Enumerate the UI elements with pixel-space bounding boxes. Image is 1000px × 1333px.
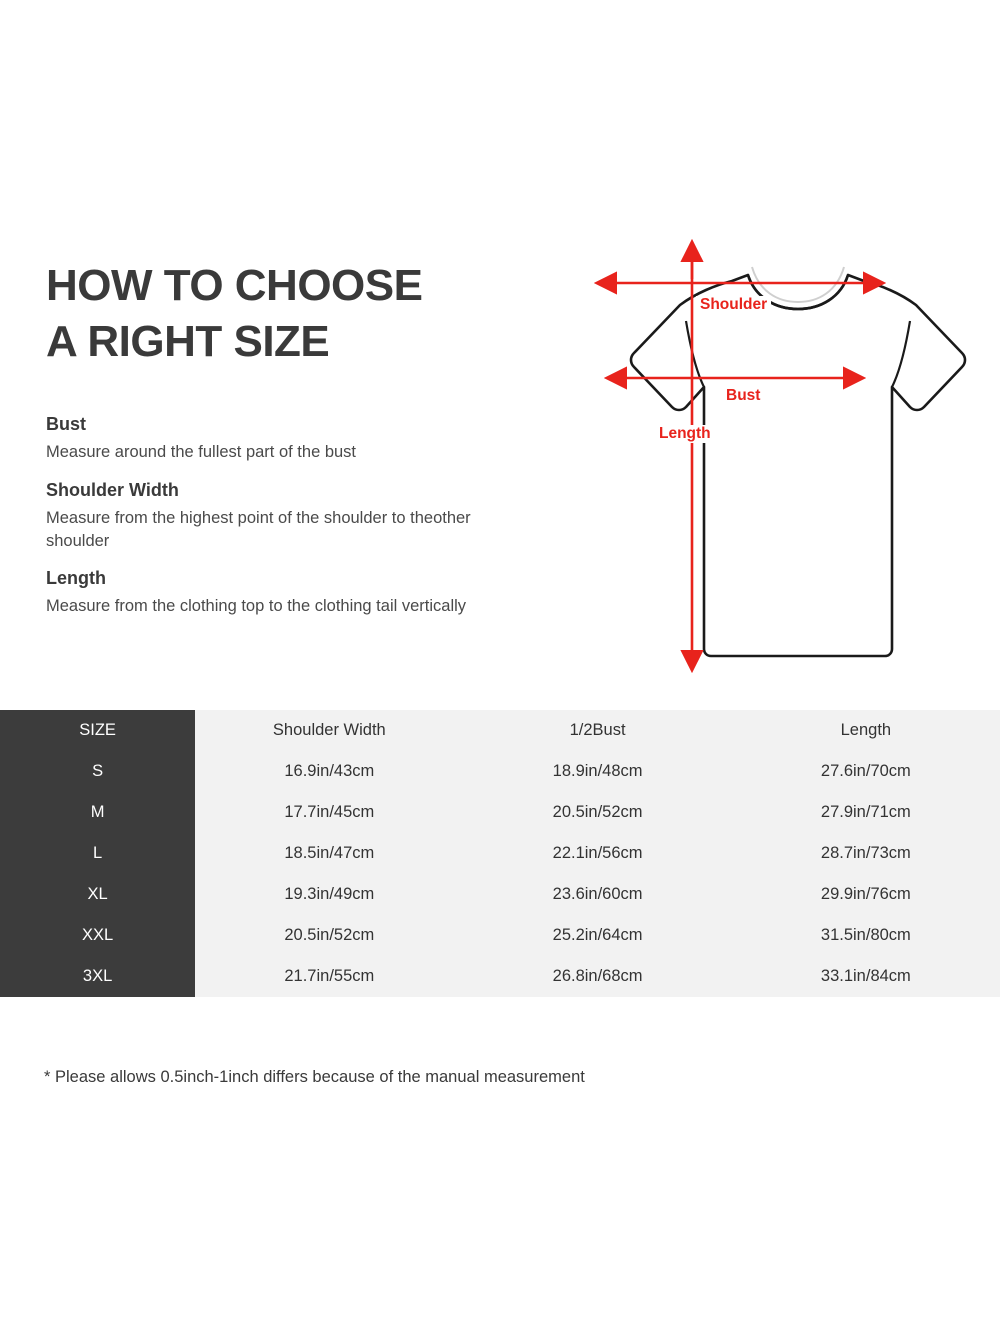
cell-size: XXL [0, 915, 195, 956]
cell-size: L [0, 833, 195, 874]
table-row [0, 833, 1000, 874]
definition-description: Measure around the fullest part of the bust [46, 443, 357, 461]
cell-half-bust: 23.6in/60cm [463, 874, 731, 915]
table-row [0, 751, 1000, 792]
cell-shoulder-width: 20.5in/52cm [195, 915, 463, 956]
cell-shoulder-width: 21.7in/55cm [195, 956, 463, 997]
shoulder-dimension-label: Shoulder [696, 296, 771, 314]
table-header-row [0, 710, 1000, 751]
cell-length: 31.5in/80cm [732, 915, 1000, 956]
table-body [0, 751, 1000, 997]
cell-shoulder-width: 19.3in/49cm [195, 874, 463, 915]
table-row [0, 874, 1000, 915]
size-table [0, 710, 1000, 997]
definition-shoulder-width [46, 480, 476, 553]
column-header-length: Length [732, 710, 1000, 751]
definition-bust [46, 414, 476, 464]
page-title-line-2: A RIGHT SIZE [46, 317, 330, 367]
cell-size: 3XL [0, 956, 195, 997]
cell-half-bust: 25.2in/64cm [463, 915, 731, 956]
size-chart [0, 710, 1000, 997]
cell-size: S [0, 751, 195, 792]
column-header-half-bust: 1/2Bust [463, 710, 731, 751]
cell-length: 29.9in/76cm [732, 874, 1000, 915]
bust-dimension-label: Bust [722, 387, 764, 405]
cell-length: 33.1in/84cm [732, 956, 1000, 997]
definitions-list [46, 414, 476, 634]
cell-shoulder-width: 16.9in/43cm [195, 751, 463, 792]
cell-size: M [0, 792, 195, 833]
definition-term: Length [46, 568, 106, 589]
column-header-shoulder-width: Shoulder Width [195, 710, 463, 751]
tshirt-diagram [500, 235, 980, 695]
measurement-footnote: * Please allows 0.5inch-1inch differs because of the manual measurement [44, 1068, 585, 1086]
definition-term: Shoulder Width [46, 479, 179, 500]
table-row [0, 956, 1000, 997]
definition-description: Measure from the clothing top to the clothing tail vertically [46, 597, 467, 616]
cell-shoulder-width: 18.5in/47cm [195, 833, 463, 874]
table-row [0, 792, 1000, 833]
column-header-size: SIZE [0, 710, 195, 751]
page-title [46, 258, 476, 371]
cell-half-bust: 26.8in/68cm [463, 956, 731, 997]
cell-length: 27.9in/71cm [732, 792, 1000, 833]
definition-description: Measure from the highest point of the shoulder to theother shoulder [46, 508, 471, 550]
cell-size: XL [0, 874, 195, 915]
cell-half-bust: 20.5in/52cm [463, 792, 731, 833]
cell-length: 28.7in/73cm [732, 833, 1000, 874]
page-title-line-1: HOW TO CHOOSE [46, 261, 423, 310]
cell-half-bust: 22.1in/56cm [463, 833, 731, 874]
definition-length [46, 568, 476, 618]
cell-shoulder-width: 17.7in/45cm [195, 792, 463, 833]
cell-half-bust: 18.9in/48cm [463, 751, 731, 792]
cell-length: 27.6in/70cm [732, 751, 1000, 792]
table-header [0, 710, 1000, 751]
table-row [0, 915, 1000, 956]
length-dimension-label: Length [655, 425, 715, 443]
definition-term: Bust [46, 414, 86, 434]
